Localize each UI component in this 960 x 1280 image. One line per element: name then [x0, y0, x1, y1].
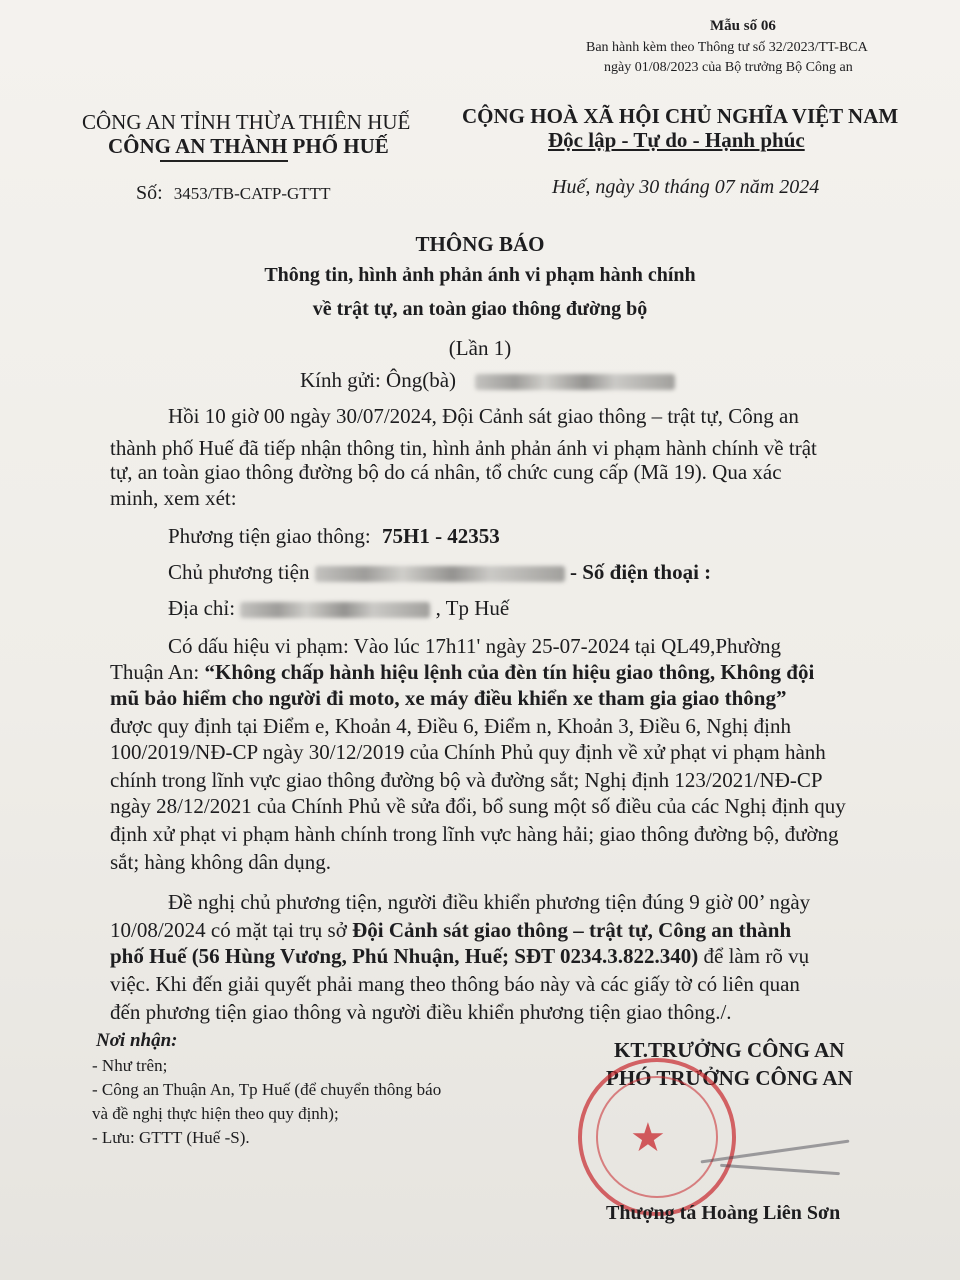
- violation-description-1: “Không chấp hành hiệu lệnh của đèn tín hiệu giao thông, Không đội: [204, 660, 815, 684]
- document-number-value: 3453/TB-CATP-GTTT: [173, 184, 331, 203]
- violation-description-2: mũ bảo hiểm cho người đi moto, xe máy điều khiển xe tham gia giao thông”: [110, 686, 787, 710]
- request-line-4: việc. Khi đến giải quyết phải mang theo thông báo này và các giấy tờ có liên quan: [110, 972, 800, 996]
- signature-title-1: KT.TRƯỞNG CÔNG AN: [614, 1038, 845, 1062]
- violation-line-1: Có dấu hiệu vi phạm: Vào lúc 17h11' ngày 25-07-2024 tại QL49,Phường: [168, 634, 782, 658]
- legal-line-1: được quy định tại Điểm e, Khoản 4, Điều 6, Điểm n, Khoản 3, Điều 6, Nghị định: [110, 714, 791, 738]
- redacted-owner-name: [315, 566, 565, 582]
- greeting-label: Kính gửi: Ông(bà): [300, 368, 457, 392]
- legal-line-2: 100/2019/NĐ-CP ngày 30/12/2019 của Chính Phủ quy định về xử phạt vi phạm hành: [110, 740, 826, 764]
- signer-name: Thượng tá Hoàng Liên Sơn: [606, 1202, 841, 1224]
- nation-name: CỘNG HOÀ XÃ HỘI CHỦ NGHĨA VIỆT NAM: [462, 104, 899, 128]
- legal-line-5: định xử phạt vi phạm hành chính trong lĩnh vực hàng hải; giao thông đường bộ, đường: [110, 822, 839, 846]
- request-line-3-text: để làm rõ vụ: [698, 944, 810, 968]
- phone-label: - Số điện thoại :: [569, 560, 712, 584]
- request-office-1: Đội Cảnh sát giao thông – trật tự, Công an thành: [352, 918, 792, 942]
- recipient-item-4: - Lưu: GTTT (Huế -S).: [92, 1128, 250, 1147]
- recipient-item-3: và đề nghị thực hiện theo quy định);: [92, 1104, 339, 1123]
- recipient-item-1: - Như trên;: [92, 1056, 168, 1075]
- legal-line-6: sắt; hàng không dân dụng.: [110, 850, 332, 874]
- document-subtitle-line-1: Thông tin, hình ảnh phản ánh vi phạm hành chính: [264, 264, 696, 286]
- request-line-2-text: 10/08/2024 có mặt tại trụ sở: [110, 918, 353, 942]
- body-p1-line-1: Hồi 10 giờ 00 ngày 30/07/2024, Đội Cảnh sát giao thông – trật tự, Công an: [168, 404, 799, 428]
- greeting: [300, 368, 675, 393]
- address-line: [168, 596, 509, 621]
- agency-underline: [160, 160, 288, 162]
- recipient-item-2: - Công an Thuận An, Tp Huế (để chuyển thông báo: [92, 1080, 442, 1099]
- violation-line-2: [110, 660, 814, 685]
- request-line-3: [110, 944, 809, 969]
- document-number: [136, 182, 330, 205]
- recipients-heading: Nơi nhận:: [96, 1030, 178, 1051]
- agency-parent: CÔNG AN TỈNH THỪA THIÊN HUẾ: [82, 110, 411, 134]
- vehicle-line: [168, 524, 500, 549]
- request-line-5: đến phương tiện giao thông và người điều khiển phương tiện giao thông./.: [110, 1000, 732, 1024]
- legal-line-3: chính trong lĩnh vực giao thông đường bộ và đường sắt; Nghị định 123/2021/NĐ-CP: [110, 768, 823, 792]
- request-office-2: phố Huế (56 Hùng Vương, Phú Nhuận, Huế; SĐT 0234.3.822.340): [110, 944, 699, 968]
- edition: (Lần 1): [448, 336, 512, 360]
- form-number: Mẫu số 06: [710, 18, 776, 34]
- violation-place: Thuận An:: [110, 660, 205, 684]
- form-note-line-1: Ban hành kèm theo Thông tư số 32/2023/TT-BCA: [586, 40, 868, 55]
- owner-label: Chủ phương tiện: [168, 560, 310, 584]
- body-p1-line-2: thành phố Huế đã tiếp nhận thông tin, hình ảnh phản ánh vi phạm hành chính về trật: [110, 436, 817, 460]
- vehicle-label: Phương tiện giao thông:: [168, 524, 371, 548]
- body-p1-line-4: minh, xem xét:: [110, 486, 237, 510]
- redacted-recipient-name: [475, 374, 675, 390]
- request-line-2: [110, 918, 791, 943]
- seal-star-icon: ★: [630, 1115, 666, 1160]
- document-number-label: Số:: [136, 182, 163, 204]
- legal-line-4: ngày 28/12/2021 của Chính Phủ về sửa đổi, bổ sung một số điều của các Nghị định quy: [110, 794, 846, 818]
- redacted-address: [240, 602, 430, 618]
- place-date: Huế, ngày 30 tháng 07 năm 2024: [552, 176, 820, 198]
- body-p1-line-3: tự, an toàn giao thông đường bộ do cá nhân, tổ chức cung cấp (Mã 19). Qua xác: [110, 460, 782, 484]
- form-note-line-2: ngày 01/08/2023 của Bộ trưởng Bộ Công an: [604, 60, 853, 75]
- owner-line: [168, 560, 711, 585]
- agency-name: CÔNG AN THÀNH PHỐ HUẾ: [108, 134, 389, 158]
- motto: Độc lập - Tự do - Hạnh phúc: [548, 128, 805, 152]
- address-suffix: , Tp Huế: [435, 596, 510, 620]
- vehicle-plate: 75H1 - 42353: [381, 524, 500, 548]
- request-line-1: Đề nghị chủ phương tiện, người điều khiển phương tiện đúng 9 giờ 00’ ngày: [168, 890, 811, 914]
- document-title: THÔNG BÁO: [415, 232, 545, 256]
- signature-title-2: PHÓ TRƯỞNG CÔNG AN: [606, 1066, 853, 1090]
- document-subtitle-line-2: về trật tự, an toàn giao thông đường bộ: [312, 298, 648, 320]
- address-label: Địa chỉ:: [168, 596, 236, 620]
